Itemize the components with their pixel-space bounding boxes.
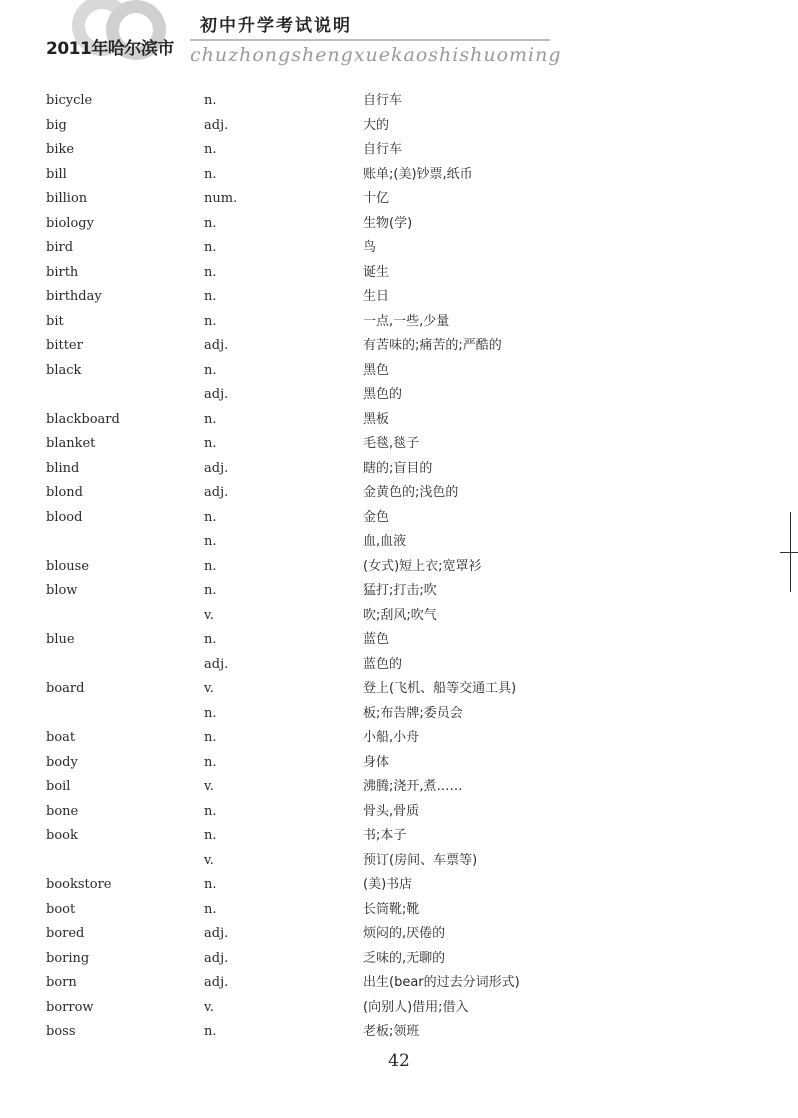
entry-word: black — [46, 362, 82, 378]
header-title: 初中升学考试说明 — [200, 16, 352, 36]
entry-part-of-speech: adj. — [204, 926, 229, 941]
entry-word: bone — [46, 803, 79, 819]
glossary-row — [0, 163, 798, 188]
entry-part-of-speech: n. — [204, 1024, 217, 1039]
entry-word: bored — [46, 926, 85, 941]
entry-part-of-speech: n. — [204, 240, 217, 255]
entry-part-of-speech: n. — [204, 754, 217, 770]
entry-part-of-speech: n. — [204, 877, 217, 892]
entry-meaning: 登上(飞机、船等交通工具) — [363, 681, 517, 696]
entry-word: borrow — [46, 999, 94, 1015]
entry-part-of-speech: n. — [204, 289, 217, 304]
glossary-row — [0, 628, 798, 653]
entry-meaning: (女式)短上衣;宽罩衫 — [363, 558, 482, 574]
glossary-table — [0, 89, 798, 1045]
entry-word: bill — [46, 166, 67, 182]
page-header — [0, 0, 798, 80]
entry-word: birthday — [46, 289, 102, 304]
entry-part-of-speech: num. — [204, 191, 238, 206]
entry-meaning: 有苦味的;痛苦的;严酷的 — [363, 338, 502, 353]
entry-part-of-speech: adj. — [204, 387, 229, 402]
entry-part-of-speech: n. — [204, 436, 217, 451]
entry-part-of-speech: adj. — [204, 117, 229, 133]
entry-part-of-speech: v. — [204, 779, 214, 794]
glossary-row — [0, 187, 798, 212]
glossary-row — [0, 285, 798, 310]
entry-word: bird — [46, 240, 74, 255]
entry-word: boil — [46, 779, 71, 794]
entry-meaning: (美)书店 — [363, 877, 413, 892]
entry-meaning: 黑色的 — [363, 387, 403, 402]
glossary-row — [0, 898, 798, 923]
glossary-row — [0, 481, 798, 506]
glossary-row — [0, 114, 798, 139]
crop-mark-horizontal — [780, 552, 798, 553]
glossary-row — [0, 604, 798, 629]
entry-part-of-speech: n. — [204, 142, 217, 157]
entry-meaning: 生物(学) — [363, 215, 413, 231]
entry-part-of-speech: v. — [204, 852, 214, 868]
glossary-row — [0, 334, 798, 359]
entry-part-of-speech: n. — [204, 534, 217, 549]
entry-word: bicycle — [46, 93, 93, 108]
entry-word: blue — [46, 632, 75, 647]
entry-word: book — [46, 828, 78, 843]
entry-meaning: 乏味的,无聊的 — [363, 950, 446, 966]
glossary-row — [0, 922, 798, 947]
entry-meaning: 身体 — [363, 754, 390, 770]
entry-word: board — [46, 681, 85, 696]
entry-part-of-speech: adj. — [204, 950, 229, 966]
entry-part-of-speech: v. — [204, 681, 214, 696]
entry-part-of-speech: n. — [204, 313, 217, 329]
entry-meaning: 生日 — [363, 289, 390, 304]
entry-part-of-speech: n. — [204, 93, 217, 108]
entry-part-of-speech: adj. — [204, 485, 229, 500]
glossary-row — [0, 702, 798, 727]
glossary-row — [0, 555, 798, 580]
entry-meaning: 瞎的;盲目的 — [363, 460, 433, 476]
entry-word: bike — [46, 142, 75, 157]
page-number: 42 — [388, 1051, 410, 1071]
entry-word: big — [46, 117, 67, 133]
glossary-row — [0, 506, 798, 531]
entry-meaning: 账单;(美)钞票,纸币 — [363, 166, 473, 182]
entry-meaning: 蓝色 — [363, 632, 390, 647]
entry-part-of-speech: n. — [204, 411, 217, 427]
entry-meaning: 预订(房间、车票等) — [363, 852, 478, 868]
glossary-row — [0, 432, 798, 457]
entry-part-of-speech: n. — [204, 264, 217, 280]
glossary-row — [0, 849, 798, 874]
entry-part-of-speech: n. — [204, 215, 217, 231]
entry-meaning: 骨头,骨质 — [363, 803, 420, 819]
entry-meaning: 书;本子 — [363, 828, 407, 843]
entry-part-of-speech: adj. — [204, 338, 229, 353]
glossary-row — [0, 824, 798, 849]
entry-meaning: (向别人)借用;借入 — [363, 999, 469, 1015]
entry-meaning: 长筒靴;靴 — [363, 901, 420, 917]
glossary-row — [0, 359, 798, 384]
entry-meaning: 鸟 — [363, 240, 377, 255]
entry-meaning: 蓝色的 — [363, 656, 403, 672]
entry-word: born — [46, 975, 77, 990]
entry-word: boat — [46, 730, 76, 745]
entry-meaning: 板;布告牌;委员会 — [363, 705, 463, 721]
glossary-row — [0, 971, 798, 996]
entry-meaning: 猛打;打击;吹 — [363, 583, 437, 598]
entry-part-of-speech: n. — [204, 583, 217, 598]
glossary-row — [0, 653, 798, 678]
entry-word: birth — [46, 264, 79, 280]
entry-meaning: 沸腾;浇开,煮…… — [363, 779, 463, 794]
entry-word: biology — [46, 215, 94, 231]
glossary-row — [0, 726, 798, 751]
glossary-row — [0, 138, 798, 163]
glossary-row — [0, 873, 798, 898]
entry-part-of-speech: n. — [204, 730, 217, 745]
entry-meaning: 血,血液 — [363, 534, 407, 549]
glossary-row — [0, 261, 798, 286]
entry-word: bitter — [46, 338, 83, 353]
entry-word: blow — [46, 583, 78, 598]
entry-word: boss — [46, 1024, 76, 1039]
entry-part-of-speech: n. — [204, 558, 217, 574]
entry-part-of-speech: n. — [204, 705, 217, 721]
entry-part-of-speech: n. — [204, 509, 217, 525]
entry-part-of-speech: n. — [204, 828, 217, 843]
entry-word: blond — [46, 485, 84, 500]
header-divider — [190, 39, 550, 41]
entry-part-of-speech: adj. — [204, 460, 229, 476]
entry-meaning: 一点,一些,少量 — [363, 313, 450, 329]
glossary-row — [0, 800, 798, 825]
entry-meaning: 金黄色的;浅色的 — [363, 485, 459, 500]
glossary-row — [0, 677, 798, 702]
glossary-row — [0, 457, 798, 482]
glossary-row — [0, 408, 798, 433]
entry-meaning: 黑色 — [363, 362, 390, 378]
entry-part-of-speech: v. — [204, 999, 214, 1015]
glossary-row — [0, 236, 798, 261]
entry-part-of-speech: n. — [204, 632, 217, 647]
entry-word: blind — [46, 460, 80, 476]
entry-meaning: 毛毯,毯子 — [363, 436, 420, 451]
entry-part-of-speech: v. — [204, 607, 214, 623]
entry-part-of-speech: n. — [204, 803, 217, 819]
glossary-row — [0, 1020, 798, 1045]
entry-part-of-speech: adj. — [204, 975, 229, 990]
entry-word: boot — [46, 901, 76, 917]
glossary-row — [0, 947, 798, 972]
glossary-row — [0, 310, 798, 335]
entry-meaning: 黑板 — [363, 411, 390, 427]
entry-meaning: 吹;刮风;吹气 — [363, 607, 437, 623]
entry-word: bit — [46, 313, 64, 329]
entry-word: blackboard — [46, 411, 120, 427]
header-year-city: 2011年哈尔滨市 — [46, 39, 174, 59]
entry-part-of-speech: n. — [204, 362, 217, 378]
entry-meaning: 小船,小舟 — [363, 730, 420, 745]
entry-meaning: 烦闷的,厌倦的 — [363, 926, 446, 941]
glossary-row — [0, 996, 798, 1021]
glossary-row — [0, 751, 798, 776]
entry-word: blood — [46, 509, 83, 525]
entry-word: bookstore — [46, 877, 112, 892]
entry-word: blanket — [46, 436, 96, 451]
header-pinyin: chuzhongshengxuekaoshishuoming — [190, 44, 562, 66]
entry-part-of-speech: adj. — [204, 656, 229, 672]
entry-word: body — [46, 754, 78, 770]
glossary-row — [0, 530, 798, 555]
entry-meaning: 自行车 — [363, 93, 403, 108]
glossary-row — [0, 775, 798, 800]
glossary-row — [0, 383, 798, 408]
entry-meaning: 自行车 — [363, 142, 403, 157]
entry-meaning: 老板;领班 — [363, 1024, 420, 1039]
glossary-row — [0, 212, 798, 237]
entry-meaning: 诞生 — [363, 264, 390, 280]
entry-part-of-speech: n. — [204, 901, 217, 917]
glossary-row — [0, 579, 798, 604]
entry-meaning: 出生(bear的过去分词形式) — [363, 975, 520, 990]
glossary-row — [0, 89, 798, 114]
entry-meaning: 金色 — [363, 509, 390, 525]
entry-word: boring — [46, 950, 90, 966]
entry-word: blouse — [46, 558, 90, 574]
entry-word: billion — [46, 191, 88, 206]
entry-meaning: 大的 — [363, 117, 390, 133]
entry-meaning: 十亿 — [363, 191, 390, 206]
entry-part-of-speech: n. — [204, 166, 217, 182]
